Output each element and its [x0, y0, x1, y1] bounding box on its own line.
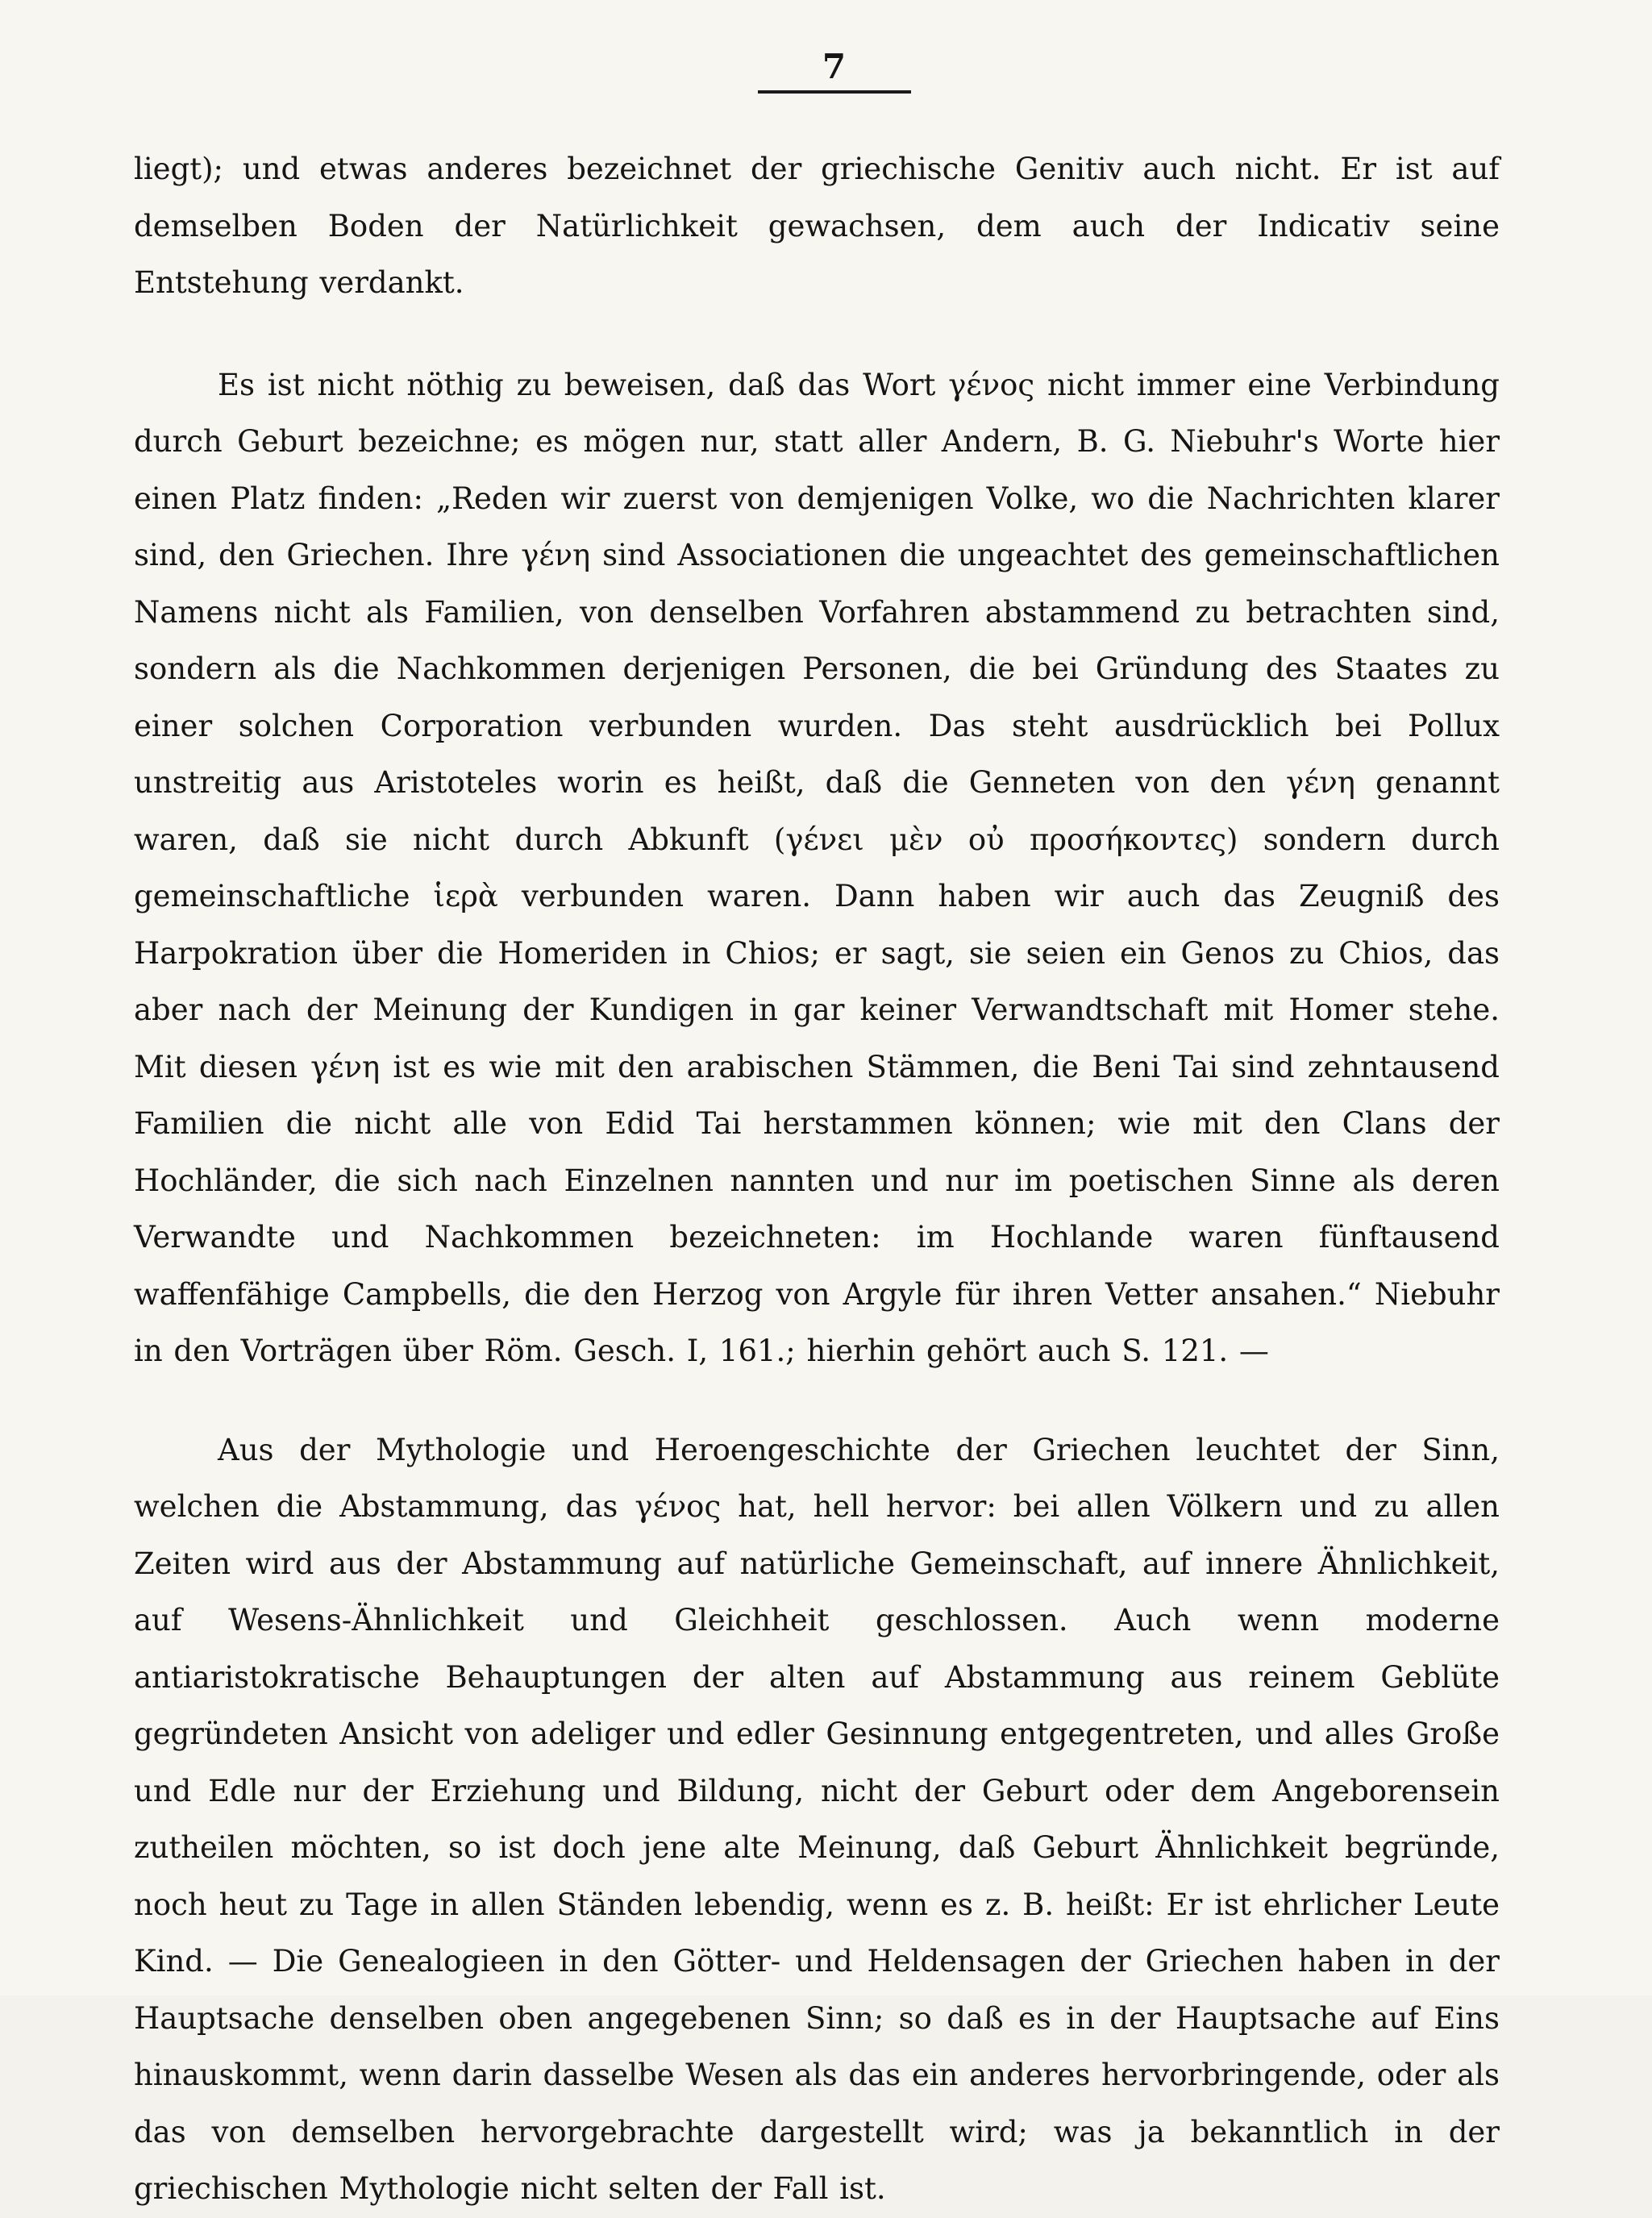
paragraph-continuation: liegt); und etwas anderes bezeichnet der griechische Genitiv auch nicht. Er ist auf demselben Boden der Natürlichkeit gewachsen, dem auch der Indicativ seine Entstehung verdankt. [134, 152, 1500, 300]
page-number: 7 [822, 47, 847, 86]
page-body [134, 141, 1500, 2218]
page-header [0, 47, 1652, 94]
paragraph-mythology: Aus der Mythologie und Heroengeschichte der Griechen leuchtet der Sinn, welchen die Abstammung, das γένος hat, hell hervor: bei allen Völkern und zu allen Zeiten wird aus der Abstammung auf natürliche Gemeinschaft, auf innere Ähnlichkeit, auf Wesens-Ähnlichkeit und Gleichheit geschlossen. Auch wenn moderne antiaristokratische Behauptungen der alten auf Abstammung aus reinem Geblüte gegründeten Ansicht von adeliger und edler Gesinnung entgegentreten, und alles Große und Edle nur der Erziehung und Bildung, nicht der Geburt oder dem Angeborensein zutheilen möchten, so ist doch jene alte Meinung, daß Geburt Ähnlichkeit begründe, noch heut zu Tage in allen Ständen lebendig, wenn es z. B. heißt: Er ist ehrlicher Leute Kind. — Die Genealogieen in den Götter- und Heldensagen der Griechen haben in der Hauptsache denselben oben angegebenen Sinn; so daß es in der Hauptsache auf Eins hinauskommt, wenn darin dasselbe Wesen als das ein anderes hervorbringende, oder als das von demselben hervorgebrachte dargestellt wird; was ja bekanntlich in der griechischen Mythologie nicht selten der Fall ist. [134, 1432, 1500, 2206]
paragraph-niebuhr-quote: Es ist nicht nöthig zu beweisen, daß das Wort γένος nicht immer eine Verbindung durch Geburt bezeichne; es mögen nur, statt aller Andern, B. G. Niebuhr's Worte hier einen Platz finden: „Reden wir zuerst von demjenigen Volke, wo die Nachrichten klarer sind, den Griechen. Ihre γένη sind Associationen die ungeachtet des gemeinschaftlichen Namens nicht als Familien, von denselben Vorfahren abstammend zu betrachten sind, sondern als die Nachkommen derjenigen Personen, die bei Gründung des Staates zu einer solchen Corporation verbunden wurden. Das steht ausdrücklich bei Pollux unstreitig aus Aristoteles worin es heißt, daß die Genneten von den γένη genannt waren, daß sie nicht durch Abkunft (γένει μὲν οὐ προσήκοντες) sondern durch gemeinschaftliche ἱερὰ verbunden waren. Dann haben wir auch das Zeugniß des Harpokration über die Homeriden in Chios; er sagt, sie seien ein Genos zu Chios, das aber nach der Meinung der Kundigen in gar keiner Verwandtschaft mit Homer stehe. Mit diesen γένη ist es wie mit den arabischen Stämmen, die Beni Tai sind zehntausend Familien die nicht alle von Edid Tai herstammen können; wie mit den Clans der Hochländer, die sich nach Einzelnen nannten und nur im poetischen Sinne als deren Verwandte und Nachkommen bezeichneten: im Hochlande waren fünftausend waffenfähige Campbells, die den Herzog von Argyle für ihren Vetter ansahen.“ Niebuhr in den Vorträgen über Röm. Gesch. I, 161.; hierhin gehört auch S. 121. — [134, 367, 1500, 1368]
header-rule [758, 90, 911, 94]
